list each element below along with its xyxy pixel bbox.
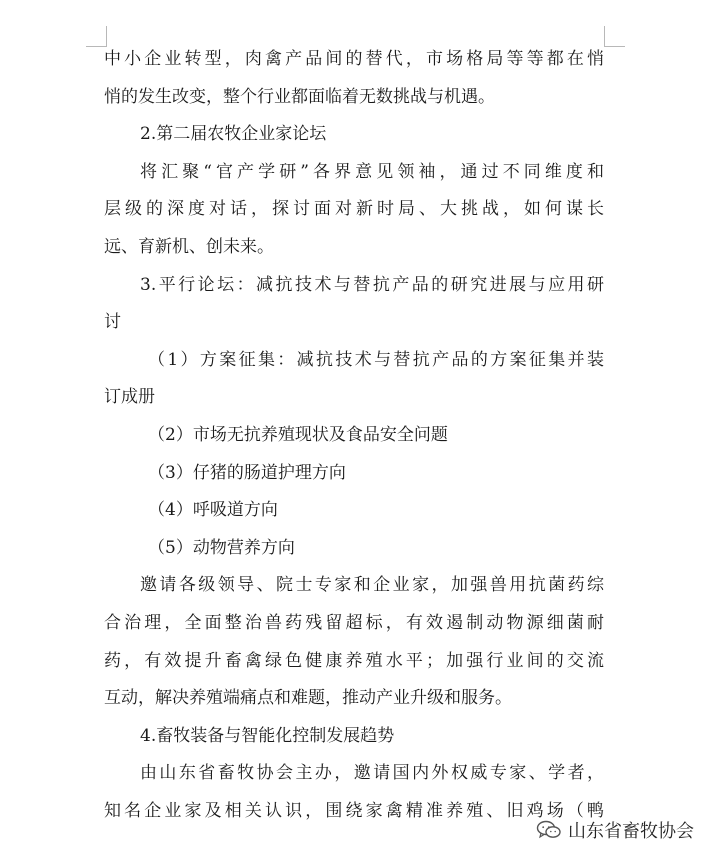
- list-item: （2）市场无抗养殖现状及食品安全问题: [148, 424, 448, 445]
- body-text-line: 邀请各级领导、院士专家和企业家，加强兽用抗菌药综: [140, 575, 604, 596]
- body-text-line: 远、育新机、创未来。: [104, 236, 274, 257]
- list-item: （4）呼吸道方向: [148, 500, 278, 521]
- list-item-continuation: 订成册: [104, 387, 155, 408]
- section-heading-continuation: 讨: [104, 312, 121, 333]
- body-text-line: 知名企业家及相关认识，围绕家禽精准养殖、旧鸡场（鸭: [104, 800, 604, 821]
- page-corner-mark-top-right: [604, 26, 625, 47]
- document-body: [104, 41, 604, 830]
- body-text-line: 由山东省畜牧协会主办，邀请国内外权威专家、学者，: [140, 763, 604, 784]
- wechat-icon: [536, 819, 562, 841]
- section-heading: 3.平行论坛：减抗技术与替抗产品的研究进展与应用研: [140, 274, 604, 295]
- list-item: （1）方案征集：减抗技术与替抗产品的方案征集并装: [148, 349, 604, 370]
- section-heading: 2.第二届农牧企业家论坛: [140, 124, 327, 145]
- list-item: （5）动物营养方向: [148, 537, 295, 558]
- body-text-line: 合治理，全面整治兽药残留超标，有效遏制动物源细菌耐: [104, 612, 604, 633]
- body-text-line: 互动，解决养殖端痛点和难题，推动产业升级和服务。: [104, 688, 512, 709]
- body-text-line: 层级的深度对话，探讨面对新时局、大挑战，如何谋长: [104, 199, 604, 220]
- body-text-line: 药，有效提升畜禽绿色健康养殖水平；加强行业间的交流: [104, 650, 604, 671]
- body-text-line: 悄的发生改变，整个行业都面临着无数挑战与机遇。: [104, 86, 495, 107]
- section-heading: 4.畜牧装备与智能化控制发展趋势: [140, 725, 395, 746]
- list-item: （3）仔猪的肠道护理方向: [148, 462, 346, 483]
- watermark: [536, 817, 694, 843]
- body-text-line: 将汇聚“官产学研”各界意见领袖，通过不同维度和: [140, 161, 604, 182]
- body-text-line: 中小企业转型，肉禽产品间的替代，市场格局等等都在悄: [104, 49, 604, 69]
- watermark-label: 山东省畜牧协会: [568, 821, 694, 841]
